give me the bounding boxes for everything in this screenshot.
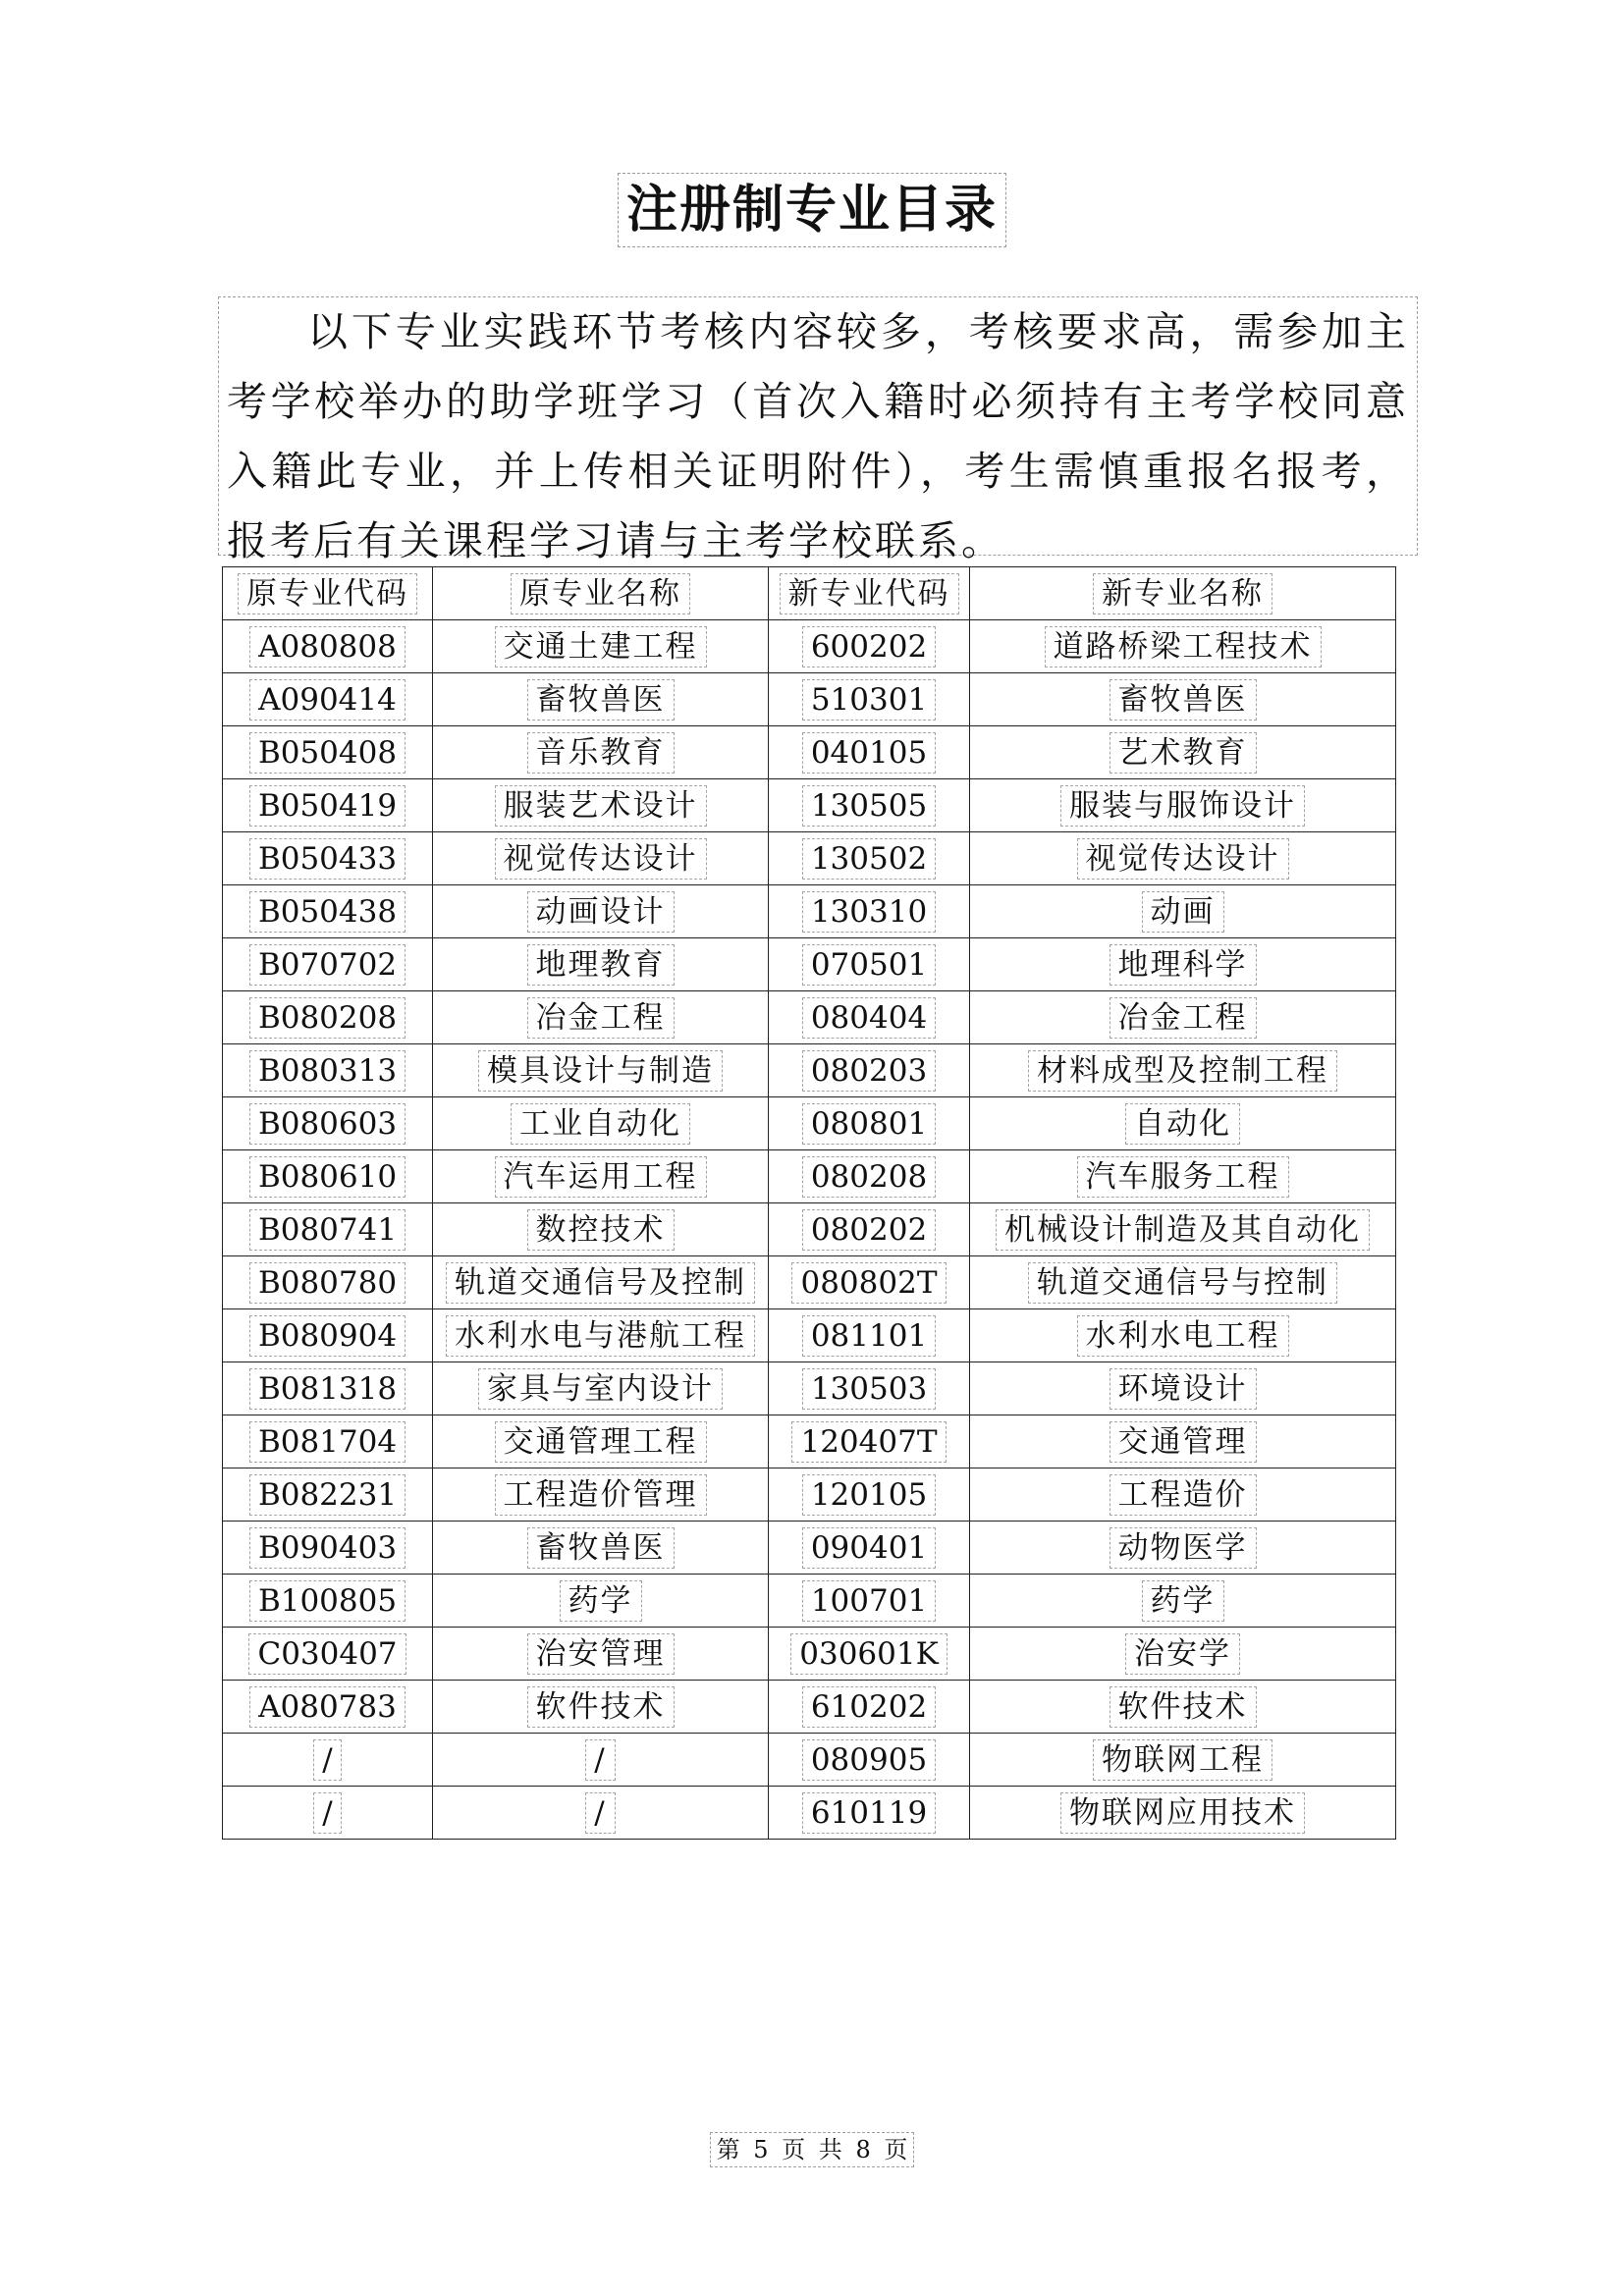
cell-new-name	[970, 1203, 1396, 1256]
old-name-text: 家具与室内设计	[478, 1368, 723, 1410]
old-code-text: B050408	[249, 732, 406, 774]
cell-new-name	[970, 991, 1396, 1044]
new-code-text: 610119	[802, 1792, 936, 1834]
cell-new-name	[970, 620, 1396, 673]
cell-old-code	[223, 832, 433, 885]
old-name-text: /	[585, 1792, 615, 1834]
cell-old-code	[223, 991, 433, 1044]
old-code-text: B081704	[249, 1421, 406, 1463]
old-code-text: /	[313, 1739, 341, 1781]
table-row	[223, 1150, 1396, 1203]
old-code-text: B082231	[249, 1474, 406, 1516]
table-row	[223, 779, 1396, 832]
old-name-text: 药学	[560, 1580, 642, 1622]
new-name-text: 药学	[1142, 1580, 1224, 1622]
cell-new-code	[769, 1681, 970, 1734]
table-row	[223, 1681, 1396, 1734]
cell-new-code	[769, 673, 970, 726]
new-code-text: 081101	[802, 1315, 936, 1357]
table-header-row	[223, 567, 1396, 620]
old-name-text: 轨道交通信号及控制	[446, 1262, 755, 1304]
new-name-text: 冶金工程	[1110, 997, 1257, 1039]
table-row	[223, 1575, 1396, 1628]
table-row	[223, 620, 1396, 673]
cell-new-code	[769, 1734, 970, 1787]
old-name-text: 交通土建工程	[495, 626, 707, 667]
cell-new-name	[970, 1097, 1396, 1150]
table-row	[223, 726, 1396, 779]
old-code-text: B080208	[249, 997, 406, 1039]
new-name-text: 轨道交通信号与控制	[1028, 1262, 1337, 1304]
table-row	[223, 938, 1396, 991]
new-name-text: 道路桥梁工程技术	[1045, 626, 1322, 667]
cell-old-name	[433, 885, 769, 938]
cell-old-name	[433, 1415, 769, 1468]
cell-new-name	[970, 1787, 1396, 1840]
old-name-text: 工程造价管理	[495, 1474, 707, 1516]
cell-new-name	[970, 1362, 1396, 1415]
cell-old-name	[433, 779, 769, 832]
header-old-name: 原专业名称	[433, 567, 769, 620]
cell-new-name	[970, 1734, 1396, 1787]
new-name-text: 工程造价	[1110, 1474, 1257, 1516]
old-name-text: /	[585, 1739, 615, 1781]
cell-new-name	[970, 1575, 1396, 1628]
cell-new-code	[769, 1203, 970, 1256]
table-row	[223, 991, 1396, 1044]
header-old-code: 原专业代码	[223, 567, 433, 620]
cell-old-code	[223, 1203, 433, 1256]
cell-old-code	[223, 779, 433, 832]
new-code-text: 130505	[802, 785, 936, 827]
cell-new-code	[769, 620, 970, 673]
new-name-text: 治安学	[1125, 1633, 1240, 1675]
new-code-text: 130310	[802, 891, 936, 933]
old-code-text: C030407	[248, 1633, 406, 1675]
table-body	[223, 620, 1396, 1840]
new-name-text: 机械设计制造及其自动化	[996, 1209, 1370, 1251]
old-code-text: A080783	[249, 1686, 406, 1728]
old-name-text: 模具设计与制造	[478, 1050, 723, 1092]
cell-new-name	[970, 1044, 1396, 1097]
new-code-text: 080203	[802, 1050, 936, 1092]
header-new-code: 新专业代码	[769, 567, 970, 620]
cell-old-code	[223, 1681, 433, 1734]
cell-new-code	[769, 1256, 970, 1309]
new-name-text: 环境设计	[1110, 1368, 1257, 1410]
cell-old-name	[433, 1309, 769, 1362]
new-name-text: 视觉传达设计	[1077, 838, 1289, 880]
table-row	[223, 1415, 1396, 1468]
old-code-text: A080808	[249, 626, 406, 667]
cell-new-code	[769, 1468, 970, 1522]
cell-new-code	[769, 832, 970, 885]
old-code-text: B080610	[249, 1156, 406, 1198]
new-name-text: 水利水电工程	[1077, 1315, 1289, 1357]
new-code-text: 030601K	[790, 1633, 947, 1675]
cell-new-code	[769, 1787, 970, 1840]
cell-new-code	[769, 938, 970, 991]
old-name-text: 畜牧兽医	[527, 679, 675, 721]
cell-old-name	[433, 1787, 769, 1840]
old-code-text: A090414	[249, 679, 406, 721]
cell-old-name	[433, 726, 769, 779]
cell-new-code	[769, 1150, 970, 1203]
old-code-text: B080780	[249, 1262, 406, 1304]
cell-old-name	[433, 1362, 769, 1415]
new-name-text: 交通管理	[1110, 1421, 1257, 1463]
cell-new-name	[970, 1522, 1396, 1575]
table-row	[223, 1734, 1396, 1787]
old-name-text: 冶金工程	[527, 997, 675, 1039]
table-row	[223, 1203, 1396, 1256]
new-code-text: 100701	[802, 1580, 936, 1622]
cell-new-code	[769, 1415, 970, 1468]
cell-new-name	[970, 1415, 1396, 1468]
old-code-text: B081318	[249, 1368, 406, 1410]
cell-old-code	[223, 1575, 433, 1628]
new-code-text: 080802T	[791, 1262, 946, 1304]
old-code-text: B080904	[249, 1315, 406, 1357]
table-row	[223, 1362, 1396, 1415]
new-code-text: 130503	[802, 1368, 936, 1410]
old-code-text: /	[313, 1792, 341, 1834]
old-name-text: 地理教育	[527, 944, 675, 986]
cell-new-code	[769, 1097, 970, 1150]
cell-new-name	[970, 832, 1396, 885]
old-name-text: 交通管理工程	[495, 1421, 707, 1463]
cell-new-code	[769, 1628, 970, 1681]
new-name-text: 汽车服务工程	[1077, 1156, 1289, 1198]
cell-old-code	[223, 1362, 433, 1415]
cell-old-name	[433, 832, 769, 885]
old-code-text: B050438	[249, 891, 406, 933]
table-row	[223, 1044, 1396, 1097]
old-name-text: 动画设计	[527, 891, 675, 933]
page-title-text: 注册制专业目录	[618, 173, 1006, 247]
cell-new-name	[970, 1628, 1396, 1681]
new-code-text: 080202	[802, 1209, 936, 1251]
cell-new-name	[970, 1150, 1396, 1203]
cell-new-name	[970, 938, 1396, 991]
new-code-text: 080905	[802, 1739, 936, 1781]
cell-new-name	[970, 1256, 1396, 1309]
header-new-name: 新专业名称	[970, 567, 1396, 620]
new-code-text: 610202	[802, 1686, 936, 1728]
cell-old-code	[223, 1734, 433, 1787]
major-table	[222, 566, 1396, 1840]
table-row	[223, 1097, 1396, 1150]
old-name-text: 数控技术	[527, 1209, 675, 1251]
page-number: 第 5 页 共 8 页	[710, 2132, 915, 2167]
table-row	[223, 673, 1396, 726]
cell-old-code	[223, 1415, 433, 1468]
cell-new-name	[970, 673, 1396, 726]
new-name-text: 艺术教育	[1110, 732, 1257, 774]
old-code-text: B100805	[249, 1580, 406, 1622]
cell-new-name	[970, 1309, 1396, 1362]
cell-new-name	[970, 885, 1396, 938]
cell-old-name	[433, 1203, 769, 1256]
cell-old-code	[223, 1522, 433, 1575]
new-code-text: 040105	[802, 732, 936, 774]
cell-old-code	[223, 1044, 433, 1097]
old-name-text: 服装艺术设计	[495, 785, 707, 827]
table-row	[223, 1468, 1396, 1522]
cell-new-name	[970, 726, 1396, 779]
table-row	[223, 1256, 1396, 1309]
old-name-text: 汽车运用工程	[495, 1156, 707, 1198]
old-code-text: B080603	[249, 1103, 406, 1145]
cell-old-name	[433, 1044, 769, 1097]
old-name-text: 水利水电与港航工程	[446, 1315, 755, 1357]
cell-old-name	[433, 1256, 769, 1309]
new-name-text: 地理科学	[1110, 944, 1257, 986]
cell-old-code	[223, 1628, 433, 1681]
new-code-text: 080801	[802, 1103, 936, 1145]
new-name-text: 动画	[1142, 891, 1224, 933]
new-name-text: 服装与服饰设计	[1060, 785, 1305, 827]
new-name-text: 动物医学	[1110, 1527, 1257, 1569]
cell-old-code	[223, 1097, 433, 1150]
cell-old-code	[223, 726, 433, 779]
cell-old-name	[433, 1150, 769, 1203]
old-code-text: B090403	[249, 1527, 406, 1569]
new-name-text: 物联网应用技术	[1060, 1792, 1305, 1834]
cell-new-name	[970, 779, 1396, 832]
cell-new-code	[769, 1044, 970, 1097]
old-code-text: B080313	[249, 1050, 406, 1092]
table-row	[223, 1787, 1396, 1840]
cell-new-code	[769, 1362, 970, 1415]
new-name-text: 自动化	[1125, 1103, 1240, 1145]
cell-new-code	[769, 726, 970, 779]
table-row	[223, 1522, 1396, 1575]
new-code-text: 070501	[802, 944, 936, 986]
table-row	[223, 832, 1396, 885]
cell-old-code	[223, 673, 433, 726]
cell-old-code	[223, 1309, 433, 1362]
cell-new-code	[769, 779, 970, 832]
new-code-text: 080208	[802, 1156, 936, 1198]
old-code-text: B070702	[249, 944, 406, 986]
cell-old-name	[433, 620, 769, 673]
cell-old-name	[433, 1522, 769, 1575]
old-code-text: B080741	[249, 1209, 406, 1251]
table-row	[223, 1309, 1396, 1362]
cell-old-code	[223, 885, 433, 938]
new-code-text: 090401	[802, 1527, 936, 1569]
new-name-text: 软件技术	[1110, 1686, 1257, 1728]
cell-old-name	[433, 1097, 769, 1150]
cell-new-code	[769, 1522, 970, 1575]
cell-old-name	[433, 991, 769, 1044]
cell-new-code	[769, 991, 970, 1044]
new-code-text: 080404	[802, 997, 936, 1039]
cell-old-code	[223, 620, 433, 673]
page-title	[0, 173, 1624, 247]
old-name-text: 工业自动化	[511, 1103, 690, 1145]
cell-new-name	[970, 1468, 1396, 1522]
table-row	[223, 1628, 1396, 1681]
new-code-text: 510301	[802, 679, 936, 721]
old-code-text: B050433	[249, 838, 406, 880]
old-name-text: 视觉传达设计	[495, 838, 707, 880]
old-name-text: 软件技术	[527, 1686, 675, 1728]
cell-old-name	[433, 938, 769, 991]
new-name-text: 物联网工程	[1093, 1739, 1272, 1781]
cell-old-name	[433, 673, 769, 726]
page-footer	[0, 2132, 1624, 2167]
cell-new-code	[769, 885, 970, 938]
cell-old-name	[433, 1734, 769, 1787]
cell-old-name	[433, 1468, 769, 1522]
new-name-text: 材料成型及控制工程	[1028, 1050, 1337, 1092]
new-code-text: 120407T	[791, 1421, 946, 1463]
new-code-text: 120105	[802, 1474, 936, 1516]
cell-new-name	[970, 1681, 1396, 1734]
old-name-text: 治安管理	[527, 1633, 675, 1675]
cell-new-code	[769, 1309, 970, 1362]
cell-old-code	[223, 938, 433, 991]
new-name-text: 畜牧兽医	[1110, 679, 1257, 721]
cell-new-code	[769, 1575, 970, 1628]
cell-old-name	[433, 1681, 769, 1734]
cell-old-code	[223, 1150, 433, 1203]
cell-old-code	[223, 1256, 433, 1309]
cell-old-name	[433, 1575, 769, 1628]
intro-paragraph: 以下专业实践环节考核内容较多，考核要求高，需参加主考学校举办的助学班学习（首次入籍时必须持有主考学校同意入籍此专业，并上传相关证明附件），考生需慎重报名报考，报考后有关课程学习请与主考学校联系。	[218, 296, 1418, 556]
new-code-text: 130502	[802, 838, 936, 880]
old-code-text: B050419	[249, 785, 406, 827]
old-name-text: 畜牧兽医	[527, 1527, 675, 1569]
cell-old-code	[223, 1468, 433, 1522]
cell-old-code	[223, 1787, 433, 1840]
new-code-text: 600202	[802, 626, 936, 667]
old-name-text: 音乐教育	[527, 732, 675, 774]
cell-old-name	[433, 1628, 769, 1681]
table-row	[223, 885, 1396, 938]
